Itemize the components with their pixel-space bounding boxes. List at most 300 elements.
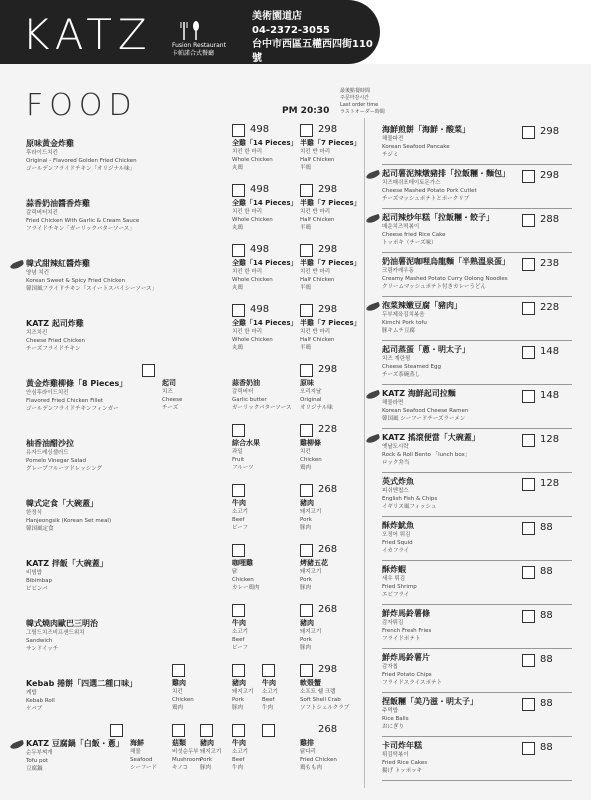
chicken-whole-option-desc: Whole Chicken xyxy=(232,277,273,283)
tender-garlic-option xyxy=(232,378,291,412)
tofu-chicken-option xyxy=(300,738,337,772)
kebab-crab-option-name: 軟殼蟹 xyxy=(300,679,321,687)
tender-garlic-option-name: 蒜香奶油 xyxy=(232,379,260,387)
chicken-whole-price: 498 xyxy=(250,124,270,135)
salad-chicken-option xyxy=(300,438,322,472)
chicken-whole-option-desc: Whole Chicken xyxy=(232,157,273,163)
side-checkbox[interactable] xyxy=(522,610,535,623)
kebab-beef-option-name: 牛肉 xyxy=(262,679,276,687)
side-item xyxy=(382,388,468,423)
chicken-whole-option xyxy=(232,198,298,232)
tofu-seafood-option-desc: Seafood xyxy=(130,757,153,763)
side-item xyxy=(382,696,478,731)
salad-price: 228 xyxy=(318,424,338,435)
side-name: KATZ 搖滾便當「大碗蓋」 xyxy=(382,433,480,442)
tender-desc: Flavored Fried Chicken Fillet xyxy=(26,398,103,404)
chili-pepper-icon xyxy=(365,434,380,444)
chicken-desc: Cheese Fried Chicken xyxy=(26,338,86,344)
bibimbap-name: KATZ 拌飯「大碗蓋」 xyxy=(26,559,108,568)
chicken-half-checkbox[interactable] xyxy=(300,124,313,137)
side-desc: Cheese Mashed Potato Pork Cutlet xyxy=(382,188,477,194)
hanjeong-b-option-desc: 돼지고기 xyxy=(300,509,322,515)
hanjeong-name: 韓式定食「大碗蓋」 xyxy=(26,499,98,508)
side-checkbox[interactable] xyxy=(522,214,535,227)
bibimbap-price: 268 xyxy=(318,544,338,555)
chicken-whole-option-desc: Whole Chicken xyxy=(232,337,273,343)
side-item xyxy=(382,300,462,335)
side-name: 酥炸魷魚 xyxy=(382,521,414,530)
side-checkbox[interactable] xyxy=(522,170,535,183)
chicken-half-option-desc: 半鶏 xyxy=(300,285,312,291)
bibimbap-b-checkbox[interactable] xyxy=(300,544,313,557)
tender-original-option-name: 原味 xyxy=(300,379,314,387)
bibimbap-a-option-desc: カレー鶏肉 xyxy=(232,585,260,591)
kebab-crab-option-desc: ソフトシェルクラブ xyxy=(300,705,350,711)
tofu-pork-option xyxy=(200,738,221,772)
side-desc: 감자칩 xyxy=(382,664,398,670)
side-desc: イカフライ xyxy=(382,548,410,554)
tofu-beef-option xyxy=(232,738,248,772)
side-separator xyxy=(382,384,572,385)
side-desc: クリームマッシュポテト付きカレーうどん xyxy=(382,284,487,290)
chicken-half-option-desc: 치킨 반 마리 xyxy=(300,209,331,215)
side-price: 88 xyxy=(540,742,553,753)
side-item xyxy=(382,476,437,511)
chili-pepper-icon xyxy=(365,390,380,400)
salad-fruit-option-name: 綜合水果 xyxy=(232,439,260,447)
chicken-desc: Korean Sweet & Spicy Fried Chicken xyxy=(26,278,125,284)
last-order-zh: 最後點餐時間 xyxy=(340,88,371,94)
kebab-crab-option-desc: 소프트 쉘 크랩 xyxy=(300,689,336,695)
tofu-beef-option-desc: 牛肉 xyxy=(232,765,244,771)
side-desc: Fried Potato Chips xyxy=(382,672,432,678)
tofu-chicken-option-name: 雞排 xyxy=(300,739,314,747)
side-desc: 두부제육김치볶음 xyxy=(382,312,425,318)
chili-pepper-icon xyxy=(9,740,24,750)
chicken-half-option-name: 半雞「7 Pieces」 xyxy=(300,199,361,207)
tofu-pork-option-desc: 돼지고기 xyxy=(200,749,222,755)
side-separator xyxy=(382,736,572,737)
side-desc: Fried Squid xyxy=(382,540,413,546)
bibimbap-a-option xyxy=(232,558,260,592)
side-desc: 새우 튀김 xyxy=(382,576,406,582)
side-price: 298 xyxy=(540,170,560,181)
sandwich-name: 韓式燒肉歐巴三明治 xyxy=(26,619,98,628)
sandwich-a-option-desc: Beef xyxy=(232,637,245,643)
side-name: 捏飯糰「美乃滋・明太子」 xyxy=(382,697,478,706)
store-name: 美術園道店 xyxy=(252,11,302,22)
chicken-item xyxy=(26,318,85,353)
bibimbap-b-option-desc: Pork xyxy=(300,577,312,583)
kebab-beef-option-desc: Beef xyxy=(262,697,275,703)
chicken-half-option-desc: Half Chicken xyxy=(300,337,335,343)
tofu-mushroom-option-desc: Mushroom xyxy=(172,757,201,763)
sandwich-desc: 그릴드치즈비프샌드위치 xyxy=(26,630,85,636)
chicken-half-option-desc: Half Chicken xyxy=(300,157,335,163)
chicken-half-price: 298 xyxy=(318,304,338,315)
side-desc: Fried Rice Cakes xyxy=(382,760,428,766)
column-divider xyxy=(364,118,365,788)
last-order-en: Last order time xyxy=(340,102,379,108)
salad-chicken-option-desc: Chicken xyxy=(300,457,322,463)
kebab-pork-option-desc: 돼지고기 xyxy=(232,689,254,695)
side-checkbox[interactable] xyxy=(522,742,535,755)
food-title: FOOD xyxy=(26,88,138,123)
salad-chicken-option-desc: 치킨 xyxy=(300,449,311,455)
logo-subtitle xyxy=(172,42,226,58)
side-item xyxy=(382,344,470,379)
last-order-label xyxy=(340,88,400,116)
side-desc: チーズ茶碗蒸し xyxy=(382,372,421,378)
tofu-mushroom-option-desc: 버섯순두부 xyxy=(172,749,199,755)
kebab-chicken-option-desc: 치킨 xyxy=(172,689,183,695)
chicken-half-checkbox[interactable] xyxy=(300,184,313,197)
chicken-whole-option-desc: 치킨 한 마리 xyxy=(232,149,263,155)
hanjeong-b-checkbox[interactable] xyxy=(300,484,313,497)
side-name: 海鮮煎餅「海鮮・酸菜」 xyxy=(382,125,470,134)
sandwich-a-option-desc: 소고기 xyxy=(232,629,248,635)
chicken-half-option xyxy=(300,198,361,232)
sandwich-b-option-desc: 돼지고기 xyxy=(300,629,322,635)
sandwich-item xyxy=(26,618,98,653)
chili-pepper-icon xyxy=(365,214,380,224)
side-item xyxy=(382,168,510,203)
side-separator xyxy=(382,604,572,605)
side-separator xyxy=(382,472,572,473)
tender-item xyxy=(26,378,127,413)
kebab-opt2-checkbox[interactable] xyxy=(262,664,275,677)
tofu-seafood-option-desc: 해물 xyxy=(130,749,141,755)
side-desc: フライドポテト xyxy=(382,636,421,642)
kebab-crab-option-desc: Soft Shell Crab xyxy=(300,697,341,703)
chicken-desc: 후라이드치킨 xyxy=(26,150,58,156)
chicken-half-option-desc: 치킨 반 마리 xyxy=(300,329,331,335)
bibimbap-b-option-name: 烤豬五花 xyxy=(300,559,328,567)
side-desc: Cheese Steamed Egg xyxy=(382,364,441,370)
side-separator xyxy=(382,296,572,297)
side-desc: 감자튀김 xyxy=(382,620,404,626)
kebab-price: 298 xyxy=(318,664,338,675)
side-desc: 韓国風 シーフードチーズラーメン xyxy=(382,416,466,422)
chicken-half-option xyxy=(300,138,361,172)
chicken-whole-option-name: 全雞「14 Pieces」 xyxy=(232,319,298,327)
sandwich-desc: サンドイッチ xyxy=(26,646,59,652)
chicken-whole-checkbox[interactable] xyxy=(232,304,245,317)
side-checkbox[interactable] xyxy=(522,126,535,139)
chicken-item xyxy=(26,198,139,233)
side-price: 88 xyxy=(540,654,553,665)
side-price: 288 xyxy=(540,214,560,225)
chicken-half-option xyxy=(300,258,361,292)
kebab-chicken-option-name: 雞肉 xyxy=(172,679,186,687)
tender-original-checkbox[interactable] xyxy=(300,364,313,377)
kebab-opt3-checkbox[interactable] xyxy=(300,664,313,677)
chicken-half-checkbox[interactable] xyxy=(300,244,313,257)
logo-sub-zh: 卡帕諾合式餐廳 xyxy=(172,50,215,57)
kebab-chicken-option-desc: 鶏肉 xyxy=(172,705,184,711)
kebab-opt0-checkbox[interactable] xyxy=(172,664,185,677)
salad-fruit-option-desc: フルーツ xyxy=(232,465,254,471)
tofu-opt2-checkbox[interactable] xyxy=(200,724,213,737)
side-desc: English Fish & Chips xyxy=(382,496,438,502)
side-desc: イギリス風フィッシュ xyxy=(382,504,437,510)
hanjeong-a-checkbox[interactable] xyxy=(232,484,245,497)
salad-item xyxy=(26,438,102,473)
kebab-beef-option-desc: 소고기 xyxy=(262,689,278,695)
tofu-opt3-checkbox[interactable] xyxy=(232,724,245,737)
side-item xyxy=(382,740,427,775)
side-checkbox[interactable] xyxy=(522,258,535,271)
side-desc: 옛날도시락 xyxy=(382,444,409,450)
chicken-whole-checkbox[interactable] xyxy=(232,244,245,257)
side-separator xyxy=(382,648,572,649)
tofu-chicken-option-desc: 鶏もも肉 xyxy=(300,765,323,771)
kebab-desc: ケバブ xyxy=(26,706,43,712)
salad-name: 柚香油醋沙拉 xyxy=(26,439,74,448)
salad-fruit-checkbox[interactable] xyxy=(232,424,245,437)
kebab-beef-option-desc: 牛肉 xyxy=(262,705,274,711)
side-checkbox[interactable] xyxy=(522,698,535,711)
tender-desc: ゴールデンフライドチキンフィンガー xyxy=(26,406,119,412)
store-phone: 04-2372-3055 xyxy=(252,25,330,36)
side-desc: Rice Balls xyxy=(382,716,409,722)
side-name: 酥炸蝦 xyxy=(382,565,406,574)
side-item xyxy=(382,520,414,555)
salad-fruit-option-desc: Fruit xyxy=(232,457,245,463)
tender-garlic-option-desc: Garlic butter xyxy=(232,397,267,403)
kebab-pork-option xyxy=(232,678,253,712)
side-desc: チーズマッシュポテトとポークリブ xyxy=(382,196,470,202)
salad-fruit-option xyxy=(232,438,260,472)
sandwich-b-option xyxy=(300,618,321,652)
tofu-beef-option-desc: Beef xyxy=(232,757,245,763)
side-checkbox[interactable] xyxy=(522,390,535,403)
sandwich-price: 268 xyxy=(318,604,338,615)
side-checkbox[interactable] xyxy=(522,654,535,667)
kebab-desc: 케밥 xyxy=(26,690,37,696)
tofu-desc: Tofu pot xyxy=(26,758,48,764)
hanjeong-b-option-desc: Pork xyxy=(300,517,312,523)
chicken-name: 蒜香奶油醬香炸雞 xyxy=(26,199,90,208)
side-price: 128 xyxy=(540,478,560,489)
tofu-seafood-option-name: 海鮮 xyxy=(130,739,144,747)
side-price: 148 xyxy=(540,390,560,401)
logo: KATZ xyxy=(22,10,153,59)
side-desc: 매운치즈떡볶이 xyxy=(382,224,420,230)
tofu-item xyxy=(26,738,124,773)
kebab-desc: Kebab Roll xyxy=(26,698,55,704)
chicken-half-option-desc: 치킨 반 마리 xyxy=(300,149,331,155)
chicken-whole-option-desc: 치킨 한 마리 xyxy=(232,329,263,335)
side-price: 228 xyxy=(540,302,560,313)
side-name: 鮮炸馬鈴薯片 xyxy=(382,653,430,662)
chicken-desc: Fried Chicken With Garlic & Cream Sauce xyxy=(26,218,140,224)
side-desc: Creamy Mashed Potato Curry Oolong Noodles xyxy=(382,276,508,282)
chicken-desc: 치즈치킨 xyxy=(26,330,48,336)
side-item xyxy=(382,124,470,159)
chicken-whole-option-desc: Whole Chicken xyxy=(232,217,273,223)
chicken-half-option-desc: 半鶏 xyxy=(300,345,312,351)
sandwich-a-option-desc: ビーフ xyxy=(232,645,249,651)
side-checkbox[interactable] xyxy=(522,302,535,315)
side-desc: 크림카레우동 xyxy=(382,268,414,274)
side-price: 88 xyxy=(540,522,553,533)
chicken-name: 韓式甜辣紅醬炸雞 xyxy=(26,259,90,268)
chicken-half-option-desc: 半鶏 xyxy=(300,165,312,171)
tofu-price: 268 xyxy=(318,724,338,735)
kebab-beef-option xyxy=(262,678,278,712)
hanjeong-price: 268 xyxy=(318,484,338,495)
tender-original-option-desc: オリジナル味 xyxy=(300,405,333,411)
chicken-whole-option-desc: 丸鶏 xyxy=(232,165,244,171)
side-name: 起司辣炒年糕「拉飯糰・餃子」 xyxy=(382,213,494,222)
chicken-desc: Original - Flavored Golden Fried Chicken xyxy=(26,158,137,164)
tender-garlic-option-desc: 갈릭버터 xyxy=(232,389,254,395)
chicken-whole-option-desc: 丸鶏 xyxy=(232,285,244,291)
chicken-desc: 韓国風フライドチキン「スイートスパイシーソース」 xyxy=(26,286,158,292)
hanjeong-a-option-desc: Beef xyxy=(232,517,245,523)
sandwich-b-checkbox[interactable] xyxy=(300,604,313,617)
bibimbap-desc: ビビンバ xyxy=(26,586,48,592)
chicken-half-checkbox[interactable] xyxy=(300,304,313,317)
side-separator xyxy=(382,208,572,209)
bibimbap-b-option xyxy=(300,558,328,592)
last-order-time: PM 20:30 xyxy=(282,106,330,116)
tender-original-option-desc: 오리지날 xyxy=(300,389,322,395)
chicken-half-price: 298 xyxy=(318,124,338,135)
side-desc: 피쉬앤칩스 xyxy=(382,488,409,494)
chicken-whole-option-name: 全雞「14 Pieces」 xyxy=(232,139,298,147)
side-separator xyxy=(382,340,572,341)
bibimbap-a-checkbox[interactable] xyxy=(232,544,245,557)
side-desc: Kimchi Pork tofu xyxy=(382,320,427,326)
hanjeong-desc: Hanjeongsik (Korean Set meal) xyxy=(26,518,112,524)
side-desc: フライドスライスポテト xyxy=(382,680,443,686)
side-desc: 해물라면 xyxy=(382,400,404,406)
side-desc: チジミ xyxy=(382,152,399,158)
chicken-half-price: 298 xyxy=(318,244,338,255)
tofu-desc: 豆腐鍋 xyxy=(26,766,43,772)
chicken-whole-price: 498 xyxy=(250,184,270,195)
hanjeong-b-option-desc: 豚肉 xyxy=(300,525,312,531)
tender-name: 黃金炸雞柳條「8 Pieces」 xyxy=(26,379,128,388)
salad-fruit-option-desc: 과일 xyxy=(232,449,243,455)
side-item xyxy=(382,608,431,643)
tender-cheese-checkbox[interactable] xyxy=(142,364,155,377)
tofu-seafood-option xyxy=(130,738,157,772)
side-desc: 豚キムチ豆腐 xyxy=(382,328,415,334)
sandwich-b-option-name: 豬肉 xyxy=(300,619,314,627)
side-name: 卡司炸年糕 xyxy=(382,741,422,750)
chicken-whole-checkbox[interactable] xyxy=(232,124,245,137)
side-checkbox[interactable] xyxy=(522,434,535,447)
tofu-beef-option-desc: 소고기 xyxy=(232,749,248,755)
salad-chicken-checkbox[interactable] xyxy=(300,424,313,437)
chicken-half-option-name: 半雞「7 Pieces」 xyxy=(300,139,361,147)
tofu-seafood-option-desc: シーフード xyxy=(130,765,158,771)
bibimbap-desc: Bibimbap xyxy=(26,578,53,584)
side-desc: 오징어 튀김 xyxy=(382,532,411,538)
tofu-opt0-checkbox[interactable] xyxy=(110,724,123,737)
tofu-beef-option-name: 牛肉 xyxy=(232,739,246,747)
side-name: 起司薯泥辣燉豬排「拉飯糰・麵包」 xyxy=(382,169,510,178)
last-order-ja: ラストオーダー時間 xyxy=(340,109,385,115)
side-desc: ロック弁当 xyxy=(382,460,410,466)
tofu-pork-option-desc: Pork xyxy=(200,757,212,763)
sandwich-desc: Sandwich xyxy=(26,638,53,644)
side-price: 88 xyxy=(540,610,553,621)
hanjeong-desc: 한정식 xyxy=(26,510,42,516)
side-item xyxy=(382,564,417,599)
tofu-mushroom-option-name: 菇類 xyxy=(172,739,186,747)
hanjeong-b-option-name: 豬肉 xyxy=(300,499,314,507)
chicken-desc: チーズフライドチキン xyxy=(26,346,81,352)
side-item xyxy=(382,652,442,687)
chicken-whole-option-desc: 丸鶏 xyxy=(232,225,244,231)
side-checkbox[interactable] xyxy=(522,566,535,579)
side-desc: Fried Shrimp xyxy=(382,584,417,590)
side-name: 鮮炸馬鈴薯條 xyxy=(382,609,430,618)
kebab-pork-option-desc: Pork xyxy=(232,697,244,703)
side-name: 奶油薯泥咖哩烏龍麵「半熟溫泉蛋」 xyxy=(382,257,510,266)
tofu-opt4-checkbox[interactable] xyxy=(262,724,275,737)
chicken-whole-option-desc: 丸鶏 xyxy=(232,345,244,351)
side-checkbox[interactable] xyxy=(522,346,535,359)
side-checkbox[interactable] xyxy=(522,522,535,535)
fork-spoon-icon xyxy=(176,20,204,42)
side-item xyxy=(382,432,480,467)
chicken-whole-option-desc: 치킨 한 마리 xyxy=(232,209,263,215)
kebab-item xyxy=(26,678,137,713)
chicken-desc: フライドチキン「ガーリックバターソース」 xyxy=(26,226,135,232)
sandwich-a-checkbox[interactable] xyxy=(232,604,245,617)
tofu-pork-option-name: 豬肉 xyxy=(200,739,214,747)
side-name: 起司蒸蛋「蔥・明太子」 xyxy=(382,345,470,354)
side-separator xyxy=(382,780,572,781)
chicken-half-price: 298 xyxy=(318,184,338,195)
tender-garlic-option-desc: ガーリックバターソース xyxy=(232,405,292,411)
side-desc: French Fresh Fries xyxy=(382,628,432,634)
side-desc: 치즈매쉬포테이토돈가스 xyxy=(382,180,441,186)
bibimbap-desc: 비빔밥 xyxy=(26,570,42,576)
salad-desc: 유자드레싱샐러드 xyxy=(26,450,69,456)
hanjeong-b-option xyxy=(300,498,321,532)
chicken-whole-option xyxy=(232,138,298,172)
side-price: 148 xyxy=(540,346,560,357)
tofu-desc: 순두부찌개 xyxy=(26,750,53,756)
chicken-whole-checkbox[interactable] xyxy=(232,184,245,197)
side-name: 泡菜辣嫩豆腐「豬肉」 xyxy=(382,301,462,310)
side-name: KATZ 海鮮起司拉麵 xyxy=(382,389,456,398)
hanjeong-a-option xyxy=(232,498,248,532)
chicken-half-option-desc: Half Chicken xyxy=(300,277,335,283)
chicken-desc: 양념 치킨 xyxy=(26,270,50,276)
hanjeong-a-option-desc: ビーフ xyxy=(232,525,249,531)
chicken-whole-option-name: 全雞「14 Pieces」 xyxy=(232,259,298,267)
side-separator xyxy=(382,164,572,165)
kebab-name: Kebab 捲餅「四選二種口味」 xyxy=(26,679,138,688)
hanjeong-desc: 韓国風定食 xyxy=(26,526,54,532)
kebab-opt1-checkbox[interactable] xyxy=(232,664,245,677)
side-item xyxy=(382,256,510,291)
side-checkbox[interactable] xyxy=(522,478,535,491)
tofu-opt1-checkbox[interactable] xyxy=(172,724,185,737)
bibimbap-b-option-desc: 돼지고기 xyxy=(300,569,322,575)
kebab-pork-option-name: 豬肉 xyxy=(232,679,246,687)
chicken-whole-price: 498 xyxy=(250,244,270,255)
store-info xyxy=(252,10,380,66)
chicken-whole-price: 498 xyxy=(250,304,270,315)
